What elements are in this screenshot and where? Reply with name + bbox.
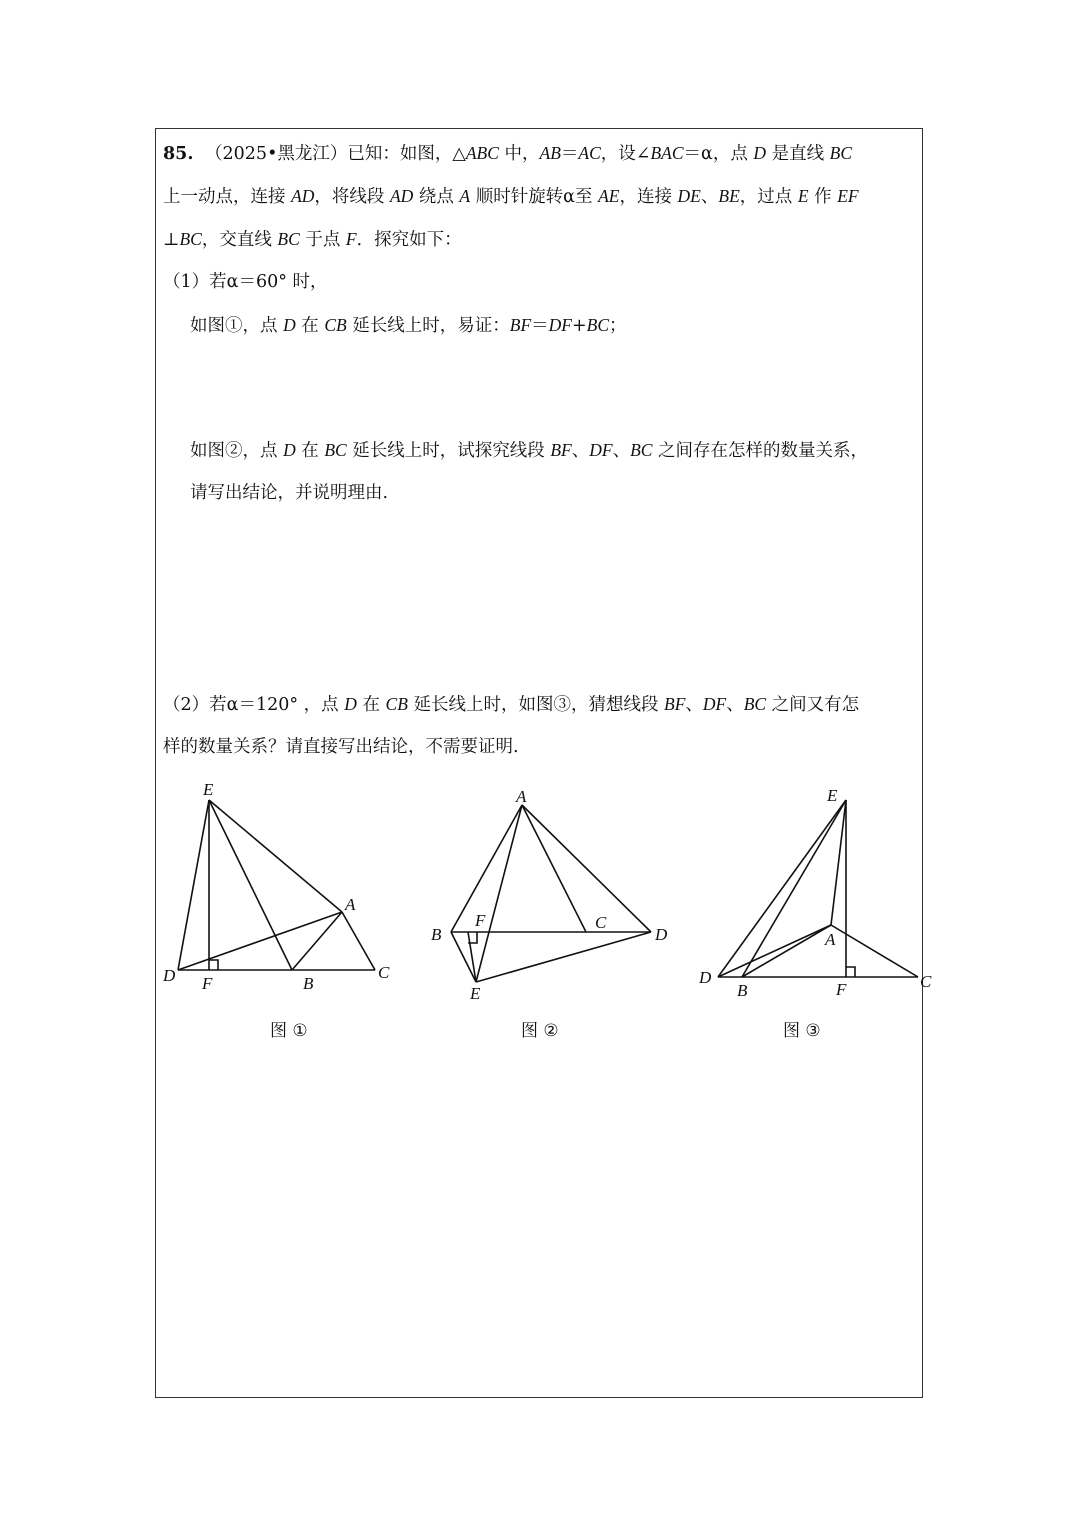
math-variable: AB bbox=[539, 143, 561, 163]
label-B: B bbox=[431, 925, 442, 944]
math-variable: A bbox=[459, 186, 471, 206]
text-run: 样的数量关系？请直接写出结论，不需要证明. bbox=[163, 737, 519, 757]
math-variable: BF bbox=[509, 315, 532, 335]
math-variable: BE bbox=[718, 186, 740, 206]
math-variable: BC bbox=[586, 315, 610, 335]
math-variable: BC bbox=[829, 143, 853, 163]
text-run: 如图①，点 bbox=[190, 316, 284, 336]
math-variable: DF bbox=[702, 694, 727, 714]
text-run: 延长线上时，如图③，猜想线段 bbox=[407, 695, 665, 715]
text-run: ．探究如下： bbox=[356, 230, 462, 250]
math-variable: AE bbox=[598, 186, 620, 206]
label-C: C bbox=[378, 963, 390, 982]
text-run: 在 bbox=[295, 316, 325, 336]
text-run: （2）若α＝120° ，点 bbox=[163, 695, 345, 715]
text-run: ，交直线 bbox=[201, 230, 278, 250]
figure-1-caption: 图 ① bbox=[270, 1021, 308, 1041]
text-run: 如图②，点 bbox=[190, 441, 284, 461]
math-variable: D bbox=[283, 440, 296, 460]
figure-2-caption: 图 ② bbox=[521, 1021, 559, 1041]
problem-source: （2025•黑龙江） bbox=[205, 144, 348, 164]
label-E: E bbox=[470, 984, 481, 1003]
text-run: 延长线上时，试探究线段 bbox=[346, 441, 551, 461]
segment-AC bbox=[831, 925, 918, 977]
math-variable: BC bbox=[277, 229, 300, 249]
text-run: ＝α，点 bbox=[683, 144, 754, 164]
right-angle-mark bbox=[846, 967, 855, 977]
problem-number: 85. bbox=[163, 144, 194, 164]
text-run: ＝ bbox=[560, 144, 579, 164]
text-run: 上一动点，连接 bbox=[163, 187, 292, 207]
math-variable: CB bbox=[385, 694, 408, 714]
text-run: 顺时针旋转α至 bbox=[470, 187, 599, 207]
label-C: C bbox=[920, 972, 932, 991]
text-run: 、 bbox=[612, 441, 631, 461]
text-run: 在 bbox=[356, 695, 386, 715]
text-run: 、 bbox=[685, 695, 703, 715]
label-A: A bbox=[345, 895, 356, 914]
text-run: 、 bbox=[726, 695, 744, 715]
label-C: C bbox=[595, 913, 607, 932]
math-variable: F bbox=[345, 229, 357, 249]
math-variable: D bbox=[344, 694, 357, 714]
segment-AB bbox=[742, 925, 831, 977]
math-variable: DE bbox=[677, 186, 701, 206]
label-F: F bbox=[475, 911, 486, 930]
math-variable: EF bbox=[837, 186, 859, 206]
text-run: ＝ bbox=[531, 316, 549, 336]
text-run: 延长线上时，易证： bbox=[346, 316, 510, 336]
math-variable: CB bbox=[324, 315, 347, 335]
text-run: 之间存在怎样的数量关系， bbox=[652, 441, 868, 461]
math-variable: BC bbox=[179, 229, 202, 249]
text-run: 在 bbox=[295, 441, 325, 461]
text-run: 、 bbox=[700, 187, 719, 207]
text-run: + bbox=[572, 316, 587, 336]
math-variable: AD bbox=[291, 186, 315, 206]
text-run: 绕点 bbox=[413, 187, 460, 207]
figure-3-caption: 图 ③ bbox=[783, 1021, 821, 1041]
text-run: 于点 bbox=[299, 230, 346, 250]
text-run: ，设∠ bbox=[600, 144, 651, 164]
math-variable: BC bbox=[743, 694, 767, 714]
math-variable: AD bbox=[389, 186, 414, 206]
label-E: E bbox=[203, 780, 214, 799]
math-variable: BC bbox=[630, 440, 653, 460]
segment-ED bbox=[718, 800, 846, 977]
text-run: ，连接 bbox=[619, 187, 678, 207]
math-variable: D bbox=[283, 315, 296, 335]
math-variable: E bbox=[797, 186, 809, 206]
math-variable: BC bbox=[324, 440, 347, 460]
label-A: A bbox=[516, 787, 527, 806]
text-run: ，将线段 bbox=[314, 187, 390, 207]
text-run: 中， bbox=[498, 144, 540, 164]
text-run: ⊥ bbox=[163, 230, 180, 250]
label-E: E bbox=[827, 786, 838, 805]
text-run: 作 bbox=[808, 187, 838, 207]
math-variable: D bbox=[753, 143, 767, 163]
label-D: D bbox=[699, 968, 712, 987]
math-variable: ABC bbox=[465, 143, 499, 163]
math-variable: BF bbox=[550, 440, 572, 460]
text-run: 之间又有怎 bbox=[766, 695, 860, 715]
label-D: D bbox=[163, 966, 176, 985]
segment-DA bbox=[718, 925, 831, 977]
math-variable: BF bbox=[664, 694, 686, 714]
label-D: D bbox=[655, 925, 668, 944]
text-run: ； bbox=[609, 316, 627, 336]
math-variable: BAC bbox=[650, 143, 684, 163]
text-run: ，过点 bbox=[739, 187, 798, 207]
label-F: F bbox=[836, 980, 847, 999]
label-B: B bbox=[737, 981, 748, 1000]
math-variable: AC bbox=[578, 143, 601, 163]
segment-EB bbox=[742, 800, 846, 977]
label-B: B bbox=[303, 974, 314, 993]
text-run: 请写出结论，并说明理由. bbox=[190, 483, 389, 503]
text-run: 、 bbox=[571, 441, 590, 461]
math-variable: DF bbox=[589, 440, 613, 460]
text-run: 已知：如图，△ bbox=[347, 144, 466, 164]
label-A: A bbox=[825, 930, 836, 949]
text-run: 是直线 bbox=[766, 144, 830, 164]
label-F: F bbox=[202, 974, 213, 993]
math-variable: DF bbox=[548, 315, 572, 335]
text-run: （1）若α＝60° 时， bbox=[163, 272, 328, 292]
